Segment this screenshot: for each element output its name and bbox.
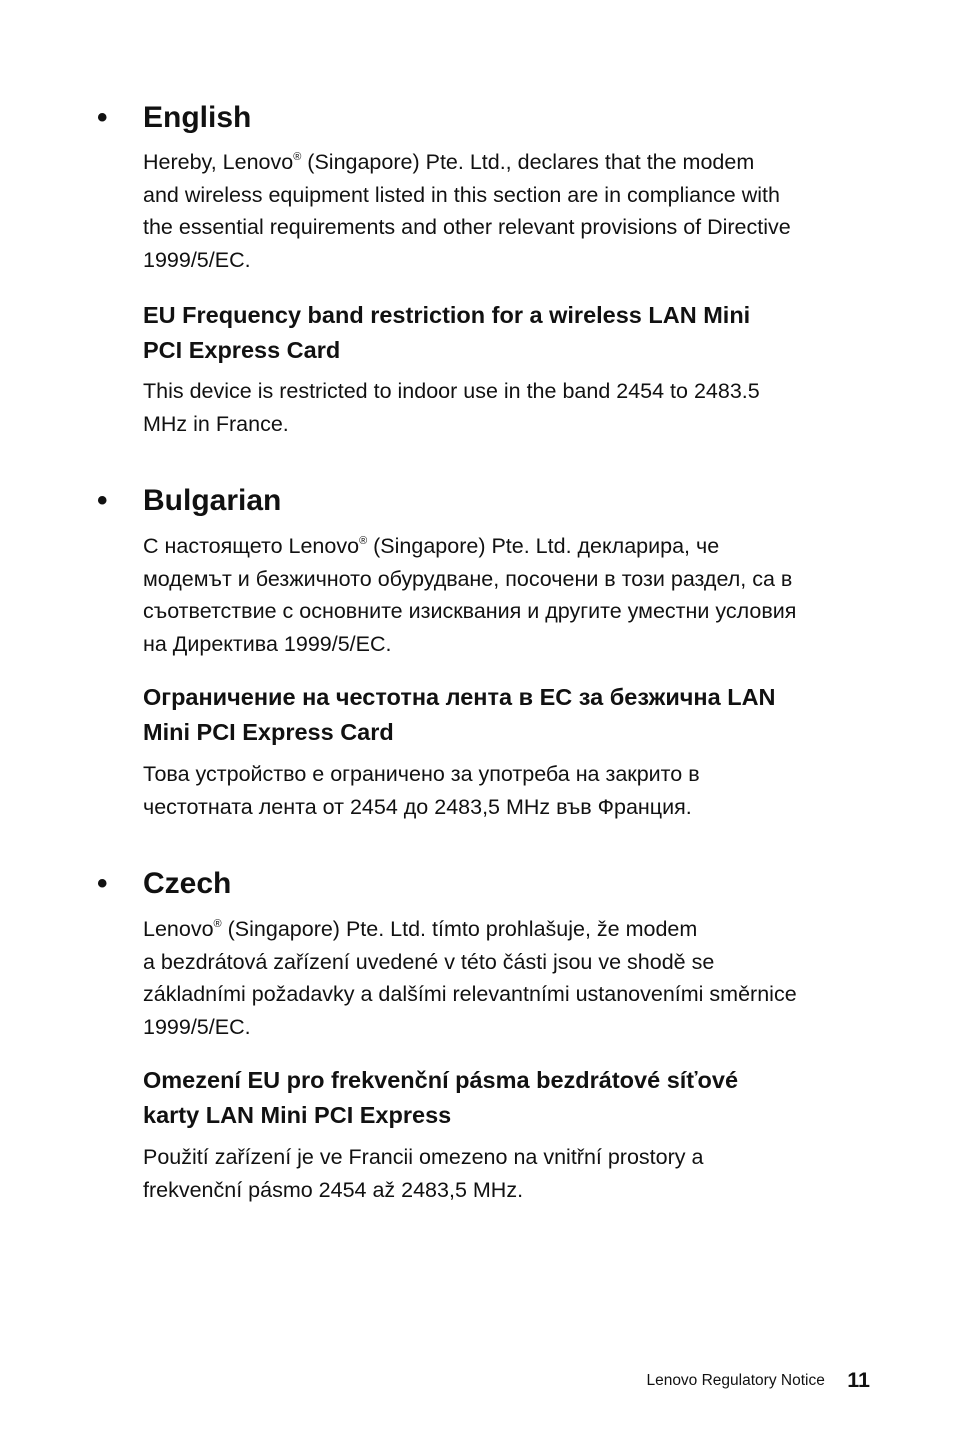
registered-mark: ® (213, 918, 222, 930)
paragraph-line: the essential requirements and other relevant provisions of Directive (143, 215, 791, 239)
declaration-paragraph (143, 913, 883, 1043)
paragraph-line: Hereby, Lenovo® (Singapore) Pte. Ltd., declares that the modem (143, 150, 755, 174)
frequency-restriction-heading (143, 298, 883, 368)
declaration-paragraph (143, 146, 883, 276)
restriction-paragraph (143, 375, 883, 440)
paragraph-line: Това устройство е ограничено за употреба на закрито в (143, 762, 700, 786)
language-heading (97, 483, 282, 519)
subheading-line: Ограничение на честотна лента в ЕС за безжична LAN (143, 684, 776, 710)
paragraph-line: съответствие с основните изисквания и другите уместни условия (143, 599, 797, 623)
paragraph-line: Lenovo® (Singapore) Pte. Ltd. tímto prohlašuje, že modem (143, 917, 698, 941)
subheading-line: Mini PCI Express Card (143, 719, 394, 745)
registered-mark: ® (293, 151, 302, 163)
paragraph-line: This device is restricted to indoor use in the band 2454 to 2483.5 (143, 379, 760, 403)
paragraph-line: základními požadavky a dalšími relevantními ustanoveními směrnice (143, 982, 797, 1006)
paragraph-line: a bezdrátová zařízení uvedené v této části jsou ve shodě se (143, 949, 715, 974)
subheading-line: Omezení EU pro frekvenční pásma bezdrátové síťové (143, 1067, 739, 1093)
paragraph-line: С настоящето Lenovo® (Singapore) Pte. Ltd. декларира, че (143, 534, 720, 558)
language-heading (97, 100, 252, 136)
frequency-restriction-heading (143, 680, 883, 750)
frequency-restriction-heading (143, 1063, 883, 1133)
paragraph-line: честотната лента от 2454 до 2483,5 MHz във Франция. (143, 794, 692, 819)
language-title: Bulgarian (143, 484, 282, 517)
restriction-paragraph (143, 758, 883, 823)
paragraph-line: MHz in France. (143, 411, 289, 436)
paragraph-line: 1999/5/EC. (143, 1014, 251, 1039)
paragraph-line: 1999/5/EC. (143, 247, 251, 272)
language-title: Czech (143, 867, 232, 900)
subheading-line: PCI Express Card (143, 337, 341, 363)
bullet-icon: • (97, 484, 108, 517)
bullet-icon: • (97, 867, 108, 900)
subheading-line: karty LAN Mini PCI Express (143, 1102, 452, 1128)
subheading-line: EU Frequency band restriction for a wireless LAN Mini (143, 302, 751, 328)
bullet-icon: • (97, 101, 108, 134)
paragraph-line: frekvenční pásmo 2454 až 2483,5 MHz. (143, 1177, 524, 1202)
restriction-paragraph (143, 1141, 883, 1206)
footer-label: Lenovo Regulatory Notice (646, 1372, 825, 1389)
paragraph-line: модемът и безжичното обурудване, посочени в този раздел, са в (143, 566, 793, 591)
paragraph-line: Použití zařízení je ve Francii omezeno na vnitřní prostory a (143, 1145, 704, 1169)
registered-mark: ® (359, 535, 368, 547)
declaration-paragraph (143, 530, 883, 660)
paragraph-line: на Директива 1999/5/EC. (143, 631, 392, 656)
page-footer (646, 1368, 870, 1393)
language-heading (97, 866, 232, 902)
language-title: English (143, 101, 252, 134)
paragraph-line: and wireless equipment listed in this section are in compliance with (143, 182, 780, 207)
page-number: 11 (847, 1368, 870, 1392)
